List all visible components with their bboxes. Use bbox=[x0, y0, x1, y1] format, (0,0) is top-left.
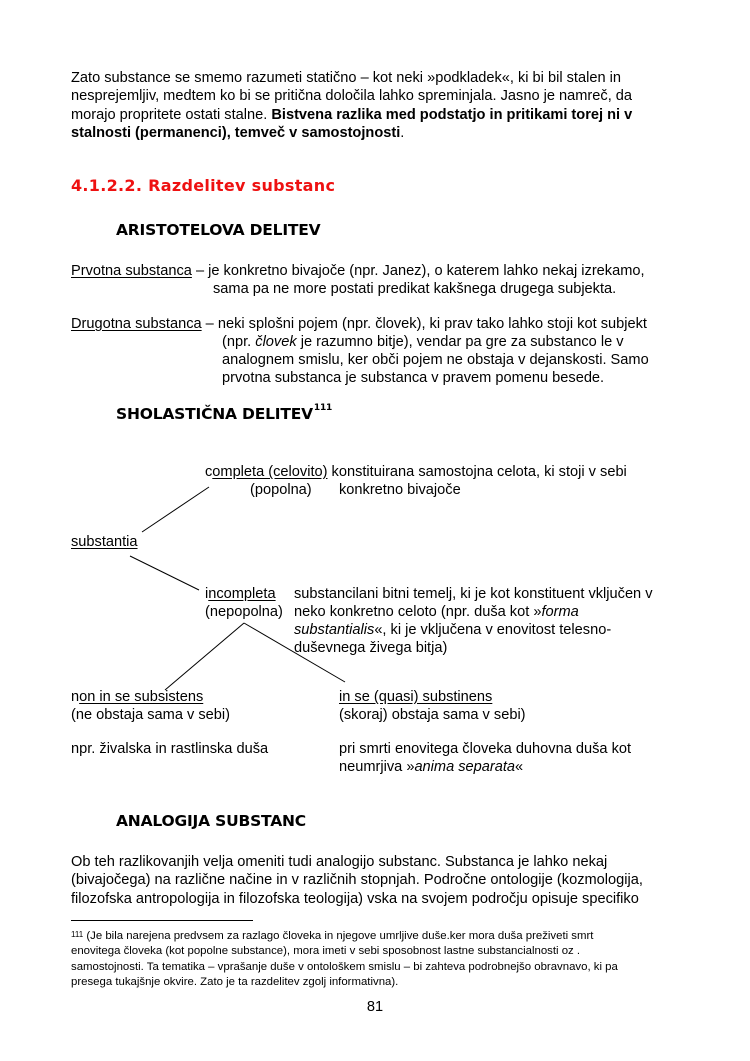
primary-substance-line-2: sama pa ne more postati predikat kakšnega drugega subjekta. bbox=[213, 281, 617, 297]
footnote-reference[interactable]: 111 bbox=[313, 403, 333, 413]
intro-line-1: Zato substance se smemo razumeti statično – kot neki »podkladek«, ki bi bil stalen in bbox=[71, 70, 621, 86]
intro-bold-text-2: stalnosti (permanenci), temveč v samostojnosti bbox=[71, 125, 401, 142]
quasi-subsistens-term: in se (quasi) substinens bbox=[339, 689, 493, 705]
non-subsistens-gloss: (ne obstaja sama v sebi) bbox=[71, 707, 230, 723]
text: je razumno bitje), vendar pa gre za substanco le v bbox=[296, 334, 624, 350]
incompleta-term-line bbox=[205, 585, 276, 603]
incompleta-first-char: i bbox=[205, 586, 209, 602]
footnote-separator bbox=[71, 920, 253, 921]
text: neko konkretno celoto (npr. duša kot » bbox=[294, 604, 542, 620]
intro-period: . bbox=[400, 125, 405, 142]
dash: – bbox=[201, 316, 218, 332]
incompleta-description-3 bbox=[294, 621, 611, 639]
non-subsistens-example: npr. živalska in rastlinska duša bbox=[71, 741, 269, 757]
incompleta-description-2 bbox=[294, 603, 579, 621]
intro-line-3-text: morajo propritete ostati stalne. bbox=[71, 106, 272, 123]
italic-term: forma bbox=[541, 604, 579, 620]
text: (npr. bbox=[222, 334, 256, 350]
non-subsistens-first-char: n bbox=[71, 689, 80, 705]
text: neumrjiva » bbox=[339, 759, 415, 775]
non-subsistens-term: on in se subsistens bbox=[79, 689, 204, 705]
intro-bold-text: Bistvena razlika med podstatjo in pritikami torej ni v bbox=[271, 106, 633, 123]
completa-description-2: konkretno bivajoče bbox=[339, 482, 461, 498]
analogy-paragraph bbox=[71, 853, 671, 908]
italic-term: človek bbox=[255, 334, 297, 350]
footnote-line-1 bbox=[71, 929, 691, 944]
italic-term: substantialis bbox=[294, 622, 375, 638]
section-heading: 4.1.2.2. Razdelitev substanc bbox=[71, 176, 336, 195]
footnote-line-4: presega tukajšnje okvire. Zato je ta razdelitev zgolj informativna). bbox=[71, 975, 399, 988]
analogy-line-3: filozofska antropologija in filozofska teologija) vska na svojem področju opisuje specifiko bbox=[71, 890, 639, 907]
footnote-number: 111 bbox=[71, 930, 84, 939]
primary-substance-def-1: je konkretno bivajoče (npr. Janez), o katerem lahko nekaj izrekamo, bbox=[208, 263, 645, 279]
incompleta-alt-term: (nepopolna) bbox=[205, 604, 283, 620]
non-subsistens-term-line bbox=[71, 688, 203, 706]
footnote-line-3: samostojnosti. Ta tematika – vprašanje duše v ontološkem smislu – bi zahteva podrobnejšo obravnavo, ki pa bbox=[71, 960, 618, 973]
secondary-substance-line-3: analognem smislu, ker obči pojem ne obstaja v dejanskosti. Samo bbox=[222, 352, 649, 368]
completa-description: konstituirana samostojna celota, ki stoji v sebi bbox=[327, 464, 627, 480]
completa-line bbox=[205, 463, 627, 481]
incompleta-description-1: substancilani bitni temelj, ki je kot konstituent vključen v bbox=[294, 586, 653, 602]
completa-alt-term: (popolna) bbox=[250, 482, 312, 498]
secondary-substance-def-1: neki splošni pojem (npr. človek), ki prav tako lahko stoji kot subjekt bbox=[217, 316, 647, 332]
quasi-subsistens-gloss: (skoraj) obstaja sama v sebi) bbox=[339, 707, 526, 723]
analogy-line-2: (bivajočega) na različne načine in v različnih stopnjah. Področne ontologije (kozmologija, bbox=[71, 872, 643, 889]
aristotle-heading: ARISTOTELOVA DELITEV bbox=[116, 221, 321, 239]
footnote bbox=[71, 929, 691, 990]
analogy-line-1: Ob teh razlikovanjih velja omeniti tudi analogijo substanc. Substanca je lahko nekaj bbox=[71, 854, 608, 870]
italic-term: anima separata bbox=[414, 759, 516, 775]
incompleta-description-4: duševnega živega bitja) bbox=[294, 640, 448, 656]
quasi-subsistens-example-2 bbox=[339, 758, 523, 776]
footnote-text: (Je bila narejena predvsem za razlago človeka in njegove umrljive duše.ker mora duša preživeti smrt bbox=[83, 930, 594, 942]
text: «, ki je vključena v enovitost telesno- bbox=[374, 622, 612, 638]
footnote-line-2: enovitega človeka (kot popolne substance), mora imeti v sebi sposobnost lastne substancialnosti oz . bbox=[71, 945, 581, 958]
text: « bbox=[515, 759, 524, 775]
primary-substance-term: Prvotna substanca bbox=[71, 263, 192, 279]
incompleta-term: ncompleta bbox=[208, 586, 276, 602]
completa-term: ompleta (celovito) bbox=[212, 464, 328, 480]
diagram-root-substantia: substantia bbox=[71, 534, 138, 550]
completa-first-char: c bbox=[205, 464, 213, 480]
scholastic-heading-text: SHOLASTIČNA DELITEV bbox=[116, 405, 313, 423]
dash: – bbox=[191, 263, 209, 279]
page-number: 81 bbox=[366, 999, 384, 1015]
secondary-substance-term: Drugotna substanca bbox=[71, 316, 202, 332]
secondary-substance-line-4: prvotna substanca je substanca v pravem pomenu besede. bbox=[222, 370, 605, 386]
intro-line-2: nesprejemljiv, medtem ko bi se pritična določila lahko spreminjala. Jasno je namreč, da bbox=[71, 88, 633, 105]
quasi-subsistens-example-1: pri smrti enovitega človeka duhovna duša kot bbox=[339, 741, 632, 757]
analogy-heading: ANALOGIJA SUBSTANC bbox=[116, 812, 306, 830]
